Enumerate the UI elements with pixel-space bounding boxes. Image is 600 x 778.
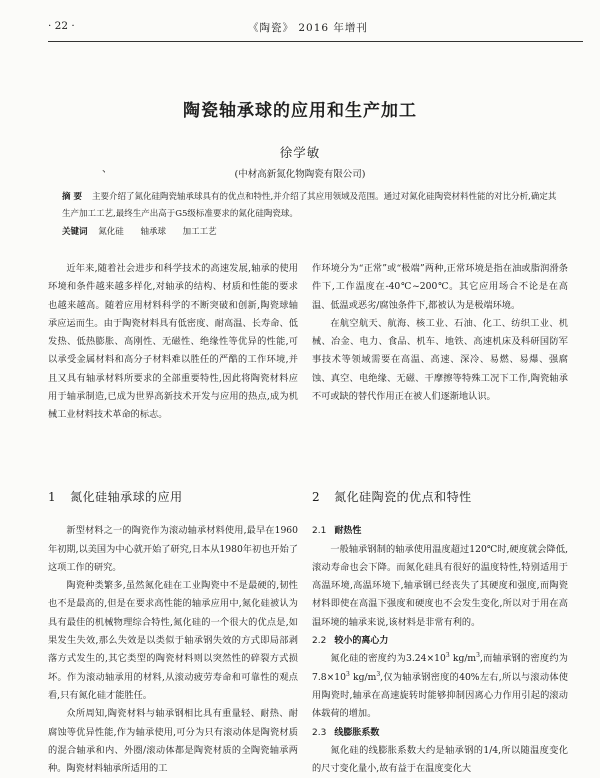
subsection-heading — [312, 724, 568, 742]
text-run: kg/m — [449, 653, 477, 665]
text-run: kg/m — [349, 671, 377, 683]
body-paragraph: 一般轴承钢制的轴承使用温度超过120℃时,硬度就会降低,滚动寿命也会下降。而氮化硅具有很好的温度特性,特别适用于高温环境,高温环境下,轴承钢已经丧失了其硬度和强度,而陶瓷材料即使在高温下强度和硬度也不会发生变化,所以对于用在高温环境的轴承来说,该材料是非常有利的。 — [312, 543, 568, 628]
subsection-number: 2.3 — [312, 727, 327, 738]
intro-paragraph: 在航空航天、航海、核工业、石油、化工、纺织工业、机械、冶金、电力、食品、机车、地铁、高速机床及科研国防军事技术等领域需要在高温、高速、深冷、易燃、易爆、强腐蚀、真空、电绝缘、无磁、干摩擦等特殊工况下工作,陶瓷轴承不可或缺的替代作用正在被人们逐渐地认识。 — [312, 317, 568, 403]
body-paragraph: 众所周知,陶瓷材料与轴承钢相比具有重量轻、耐热、耐腐蚀等优异性能,作为轴承使用,可分为只有滚动体是陶瓷材质的混合轴承和内、外圈/滚动体都是陶瓷材质的全陶瓷轴承两种。陶瓷材料轴承所适用的工 — [48, 708, 298, 775]
author-name: 徐学敏 — [279, 145, 321, 160]
journal-name: 《陶瓷》 2016 年增刊 — [248, 22, 368, 34]
section-heading — [48, 488, 298, 506]
keyword: 轴承球 — [140, 227, 166, 237]
section-heading — [312, 488, 568, 506]
body-paragraph: 陶瓷种类繁多,虽然氮化硅在工业陶瓷中不是最硬的,韧性也不是最高的,但是在要求高性能的轴承应用中,氮化硅被认为具有最佳的机械物理综合特性,氮化硅的一个很大的优点是,如果发生失效,那么失效是以类似于轴承钢失效的方式即局部剥落方式发生的,其它类型的陶瓷材料则以突然性的碎裂方式损坏。作为滚动轴承用的材料,从滚动疲劳寿命和可靠性的观点看,只有氮化硅才能胜任。 — [48, 580, 298, 701]
intro-left-column — [48, 260, 298, 425]
intro-paragraph: 近年来,随着社会进步和科学技术的高速发展,轴承的使用环境和条件越来越多样化,对轴承的结构、材质和性能的要求也越来越高。随着应用材料科学的不断突破和创新,陶瓷球轴承应运而生。由于陶瓷材料具有低密度、耐高温、长寿命、低发热、低热膨胀、高刚性、无磁性、绝缘性等优异的性能,可以承受金属材料和高分子材料难以胜任的严酷的工作环境,并且又具有轴承材料所要求的全部重要特性,因此将陶瓷材料应用于轴承制造,已成为世界高新技术开发与应用的热点,成为机械工业材料技术革命的标志。 — [48, 263, 298, 421]
subsection-number: 2.2 — [312, 636, 327, 647]
keywords — [62, 224, 562, 240]
body-paragraph: 氮化硅的线膨胀系数大约是轴承钢的1/4,所以随温度变化的尺寸变化量小,故有益于在温度变化大 — [312, 744, 568, 775]
keywords-label: 关键词 — [62, 227, 88, 237]
subsection-heading — [312, 522, 568, 540]
body-paragraph — [312, 650, 568, 723]
text-run: 氮化硅的密度约为3.24×10 — [330, 653, 446, 665]
keyword: 氮化硅 — [98, 227, 124, 237]
subsection-number: 2.1 — [312, 526, 327, 537]
section-1 — [48, 488, 298, 778]
subsection-title: 较小的离心力 — [334, 636, 389, 647]
subsection-heading — [312, 632, 568, 650]
subsection-title: 耐热性 — [334, 526, 362, 537]
stray-mark: 、 — [102, 164, 112, 175]
abstract-label: 摘 要 — [62, 192, 82, 202]
header-rule — [48, 41, 583, 42]
abstract — [62, 189, 562, 223]
section-title: 氮化硅轴承球的应用 — [70, 490, 183, 504]
exponent: 3 — [476, 652, 480, 660]
running-header — [48, 20, 568, 36]
intro-right-column — [312, 260, 568, 406]
body-paragraph: 新型材料之一的陶瓷作为滚动轴承材料使用,最早在1960年初期,以美国为中心就开始了研究,日本从1980年初也开始了这项工作的研究。 — [48, 525, 298, 573]
section-title: 氮化硅陶瓷的优点和特性 — [334, 490, 472, 504]
text-run: ,仅为轴承钢密度的40%左右,所以与滚动体使用陶瓷时,轴承在高速旋转时能够抑制因离心力作用引起的滚动体载荷的增加。 — [312, 671, 568, 720]
keyword: 加工工艺 — [182, 227, 217, 237]
section-number: 1 — [48, 490, 57, 504]
section-number: 2 — [312, 490, 321, 504]
affiliation: (中材高新氮化物陶瓷有限公司) — [234, 169, 366, 180]
paper-title: 陶瓷轴承球的应用和生产加工 — [183, 101, 417, 121]
subsection-title: 线膨胀系数 — [334, 727, 380, 738]
abstract-text: 主要介绍了氮化硅陶瓷轴承球具有的优点和特性,并介绍了其应用领域及范围。通过对氮化硅陶瓷材料性能的对比分析,确定其生产加工工艺,最终生产出高于G5级标准要求的氮化硅陶瓷球。 — [62, 192, 557, 219]
exponent: 3 — [376, 670, 381, 678]
intro-paragraph: 作环境分为“正常”或“极端”两种,正常环境是指在油或脂润滑条件下,工作温度在-40℃~200℃。其它应用场合不论是在高温、低温或恶劣/腐蚀条件下,都被认为是极端环境。 — [312, 263, 568, 311]
text-run: ,而轴承钢的密度约为7.8×10 — [312, 653, 568, 683]
page-number: · 22 · — [48, 20, 75, 32]
section-2 — [312, 488, 568, 778]
exponent: 3 — [445, 652, 450, 660]
exponent: 3 — [346, 670, 350, 678]
